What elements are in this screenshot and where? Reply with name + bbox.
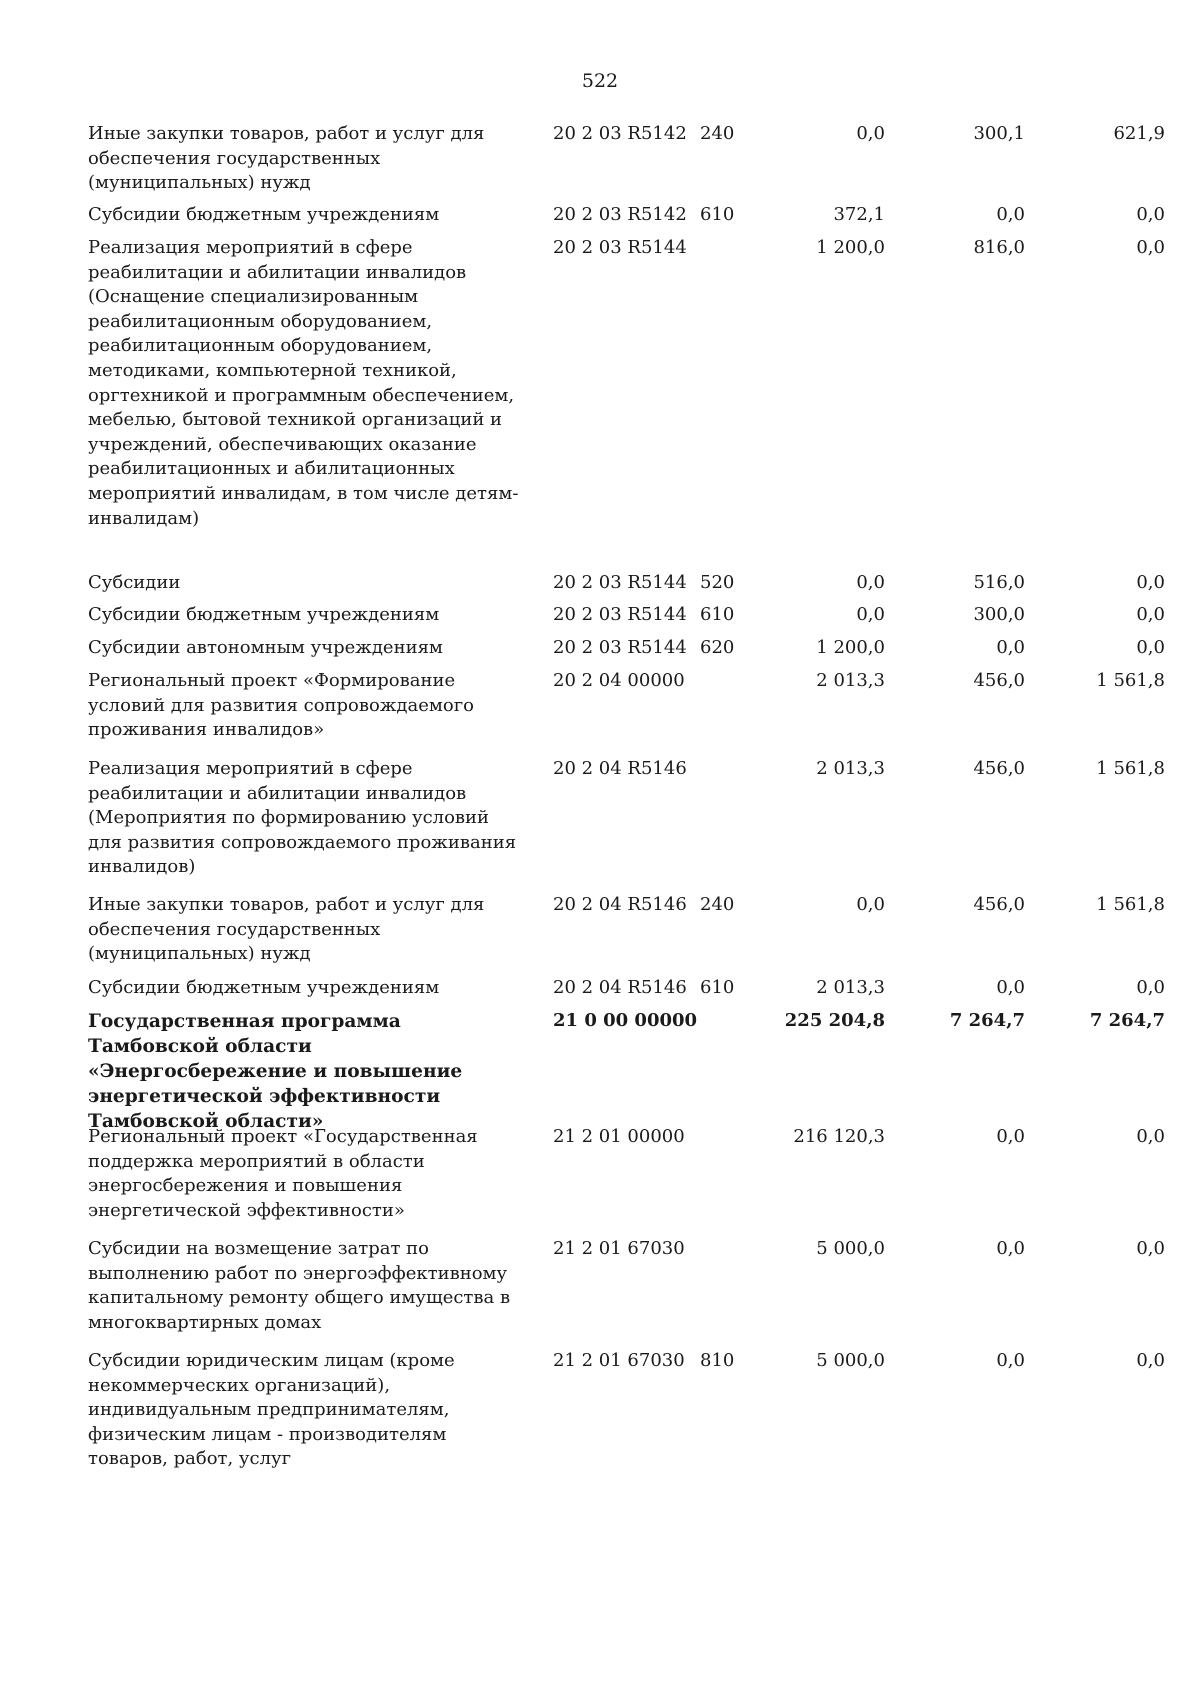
row-type: 240 xyxy=(700,123,735,144)
row-type: 810 xyxy=(700,1350,735,1371)
row-name: Субсидии автономным учреждениям xyxy=(88,637,443,658)
row-value-2: 0,0 xyxy=(996,977,1025,998)
row-code: 20 2 04 R5146 xyxy=(553,894,687,915)
row-name: Региональный проект «Формирование условий для развития сопровождаемого проживания инвалидов» xyxy=(88,670,474,741)
row-type: 610 xyxy=(700,204,735,225)
row-code: 21 2 01 67030 xyxy=(553,1350,685,1371)
row-value-1: 2 013,3 xyxy=(816,977,885,998)
row-code: 20 2 03 R5144 xyxy=(553,572,687,593)
row-value-3: 0,0 xyxy=(1136,977,1165,998)
row-value-1: 2 013,3 xyxy=(816,670,885,691)
row-value-2: 516,0 xyxy=(973,572,1025,593)
row-value-2: 0,0 xyxy=(996,1238,1025,1259)
row-value-3: 621,9 xyxy=(1113,123,1165,144)
row-value-2: 456,0 xyxy=(973,670,1025,691)
row-name: Реализация мероприятий в сфере реабилитации и абилитации инвалидов (Мероприятия по формированию условий для развития сопровождаемого проживания инвалидов) xyxy=(88,758,517,878)
row-value-1: 0,0 xyxy=(856,604,885,625)
row-code: 20 2 03 R5144 xyxy=(553,237,687,258)
row-value-3: 1 561,8 xyxy=(1096,758,1165,779)
row-value-2: 7 264,7 xyxy=(949,1010,1025,1031)
row-name: Субсидии на возмещение затрат по выполнению работ по энергоэффективному капитальному ремонту общего имущества в многоквартирных домах xyxy=(88,1238,511,1333)
row-type: 240 xyxy=(700,894,735,915)
row-value-2: 0,0 xyxy=(996,204,1025,225)
row-value-3: 7 264,7 xyxy=(1089,1010,1165,1031)
row-value-3: 0,0 xyxy=(1136,1238,1165,1259)
row-value-1: 372,1 xyxy=(833,204,885,225)
row-value-1: 5 000,0 xyxy=(816,1238,885,1259)
row-value-2: 300,1 xyxy=(973,123,1025,144)
row-value-1: 2 013,3 xyxy=(816,758,885,779)
row-value-2: 0,0 xyxy=(996,1350,1025,1371)
row-name: Субсидии юридическим лицам (кроме некоммерческих организаций), индивидуальным предпринимателям, физическим лицам - производителям товаров, работ, услуг xyxy=(88,1350,455,1470)
row-value-1: 1 200,0 xyxy=(816,637,885,658)
row-value-1: 1 200,0 xyxy=(816,237,885,258)
row-value-1: 5 000,0 xyxy=(816,1350,885,1371)
row-value-1: 0,0 xyxy=(856,123,885,144)
row-value-3: 0,0 xyxy=(1136,637,1165,658)
row-value-3: 0,0 xyxy=(1136,604,1165,625)
row-type: 520 xyxy=(700,572,735,593)
row-name: Региональный проект «Государственная поддержка мероприятий в области энергосбережения и повышения энергетической эффективности» xyxy=(88,1126,478,1221)
row-name: Реализация мероприятий в сфере реабилитации и абилитации инвалидов (Оснащение специализированным реабилитационным оборудованием, реабилитационным оборудованием, методиками, компьютерной техникой, оргтехникой и программным обеспечением, мебелью, бытовой техникой организаций и учреждений, обеспечивающих оказание реабилитационных и абилитационных мероприятий инвалидам, в том числе детям-инвалидам) xyxy=(88,237,519,529)
row-value-3: 0,0 xyxy=(1136,1350,1165,1371)
row-value-3: 1 561,8 xyxy=(1096,894,1165,915)
row-value-3: 0,0 xyxy=(1136,1126,1165,1147)
row-code: 21 2 01 67030 xyxy=(553,1238,685,1259)
row-code: 20 2 03 R5144 xyxy=(553,604,687,625)
row-code: 20 2 04 R5146 xyxy=(553,977,687,998)
row-code: 20 2 04 00000 xyxy=(553,670,685,691)
row-code: 20 2 03 R5142 xyxy=(553,204,687,225)
row-code: 20 2 04 R5146 xyxy=(553,758,687,779)
row-code: 20 2 03 R5142 xyxy=(553,123,687,144)
row-value-1: 0,0 xyxy=(856,894,885,915)
row-code: 21 0 00 00000 xyxy=(553,1010,698,1031)
row-code: 20 2 03 R5144 xyxy=(553,637,687,658)
row-name: Субсидии бюджетным учреждениям xyxy=(88,604,440,625)
row-name: Иные закупки товаров, работ и услуг для обеспечения государственных (муниципальных) нужд xyxy=(88,894,485,965)
row-name: Субсидии бюджетным учреждениям xyxy=(88,977,440,998)
row-value-3: 1 561,8 xyxy=(1096,670,1165,691)
row-name: Государственная программа Тамбовской области «Энергосбережение и повышение энергетической эффективности Тамбовской области» xyxy=(88,1011,463,1132)
row-value-3: 0,0 xyxy=(1136,204,1165,225)
page-number: 522 xyxy=(581,70,619,92)
row-value-2: 816,0 xyxy=(973,237,1025,258)
row-value-1: 216 120,3 xyxy=(793,1126,885,1147)
row-type: 610 xyxy=(700,604,735,625)
row-type: 620 xyxy=(700,637,735,658)
row-value-3: 0,0 xyxy=(1136,572,1165,593)
row-value-2: 0,0 xyxy=(996,637,1025,658)
row-name: Субсидии xyxy=(88,572,181,593)
row-value-1: 0,0 xyxy=(856,572,885,593)
row-value-2: 456,0 xyxy=(973,758,1025,779)
row-value-2: 300,0 xyxy=(973,604,1025,625)
row-value-3: 0,0 xyxy=(1136,237,1165,258)
row-name: Иные закупки товаров, работ и услуг для обеспечения государственных (муниципальных) нужд xyxy=(88,123,485,194)
row-type: 610 xyxy=(700,977,735,998)
row-value-2: 456,0 xyxy=(973,894,1025,915)
row-code: 21 2 01 00000 xyxy=(553,1126,685,1147)
row-value-2: 0,0 xyxy=(996,1126,1025,1147)
row-name: Субсидии бюджетным учреждениям xyxy=(88,204,440,225)
row-value-1: 225 204,8 xyxy=(784,1010,885,1031)
